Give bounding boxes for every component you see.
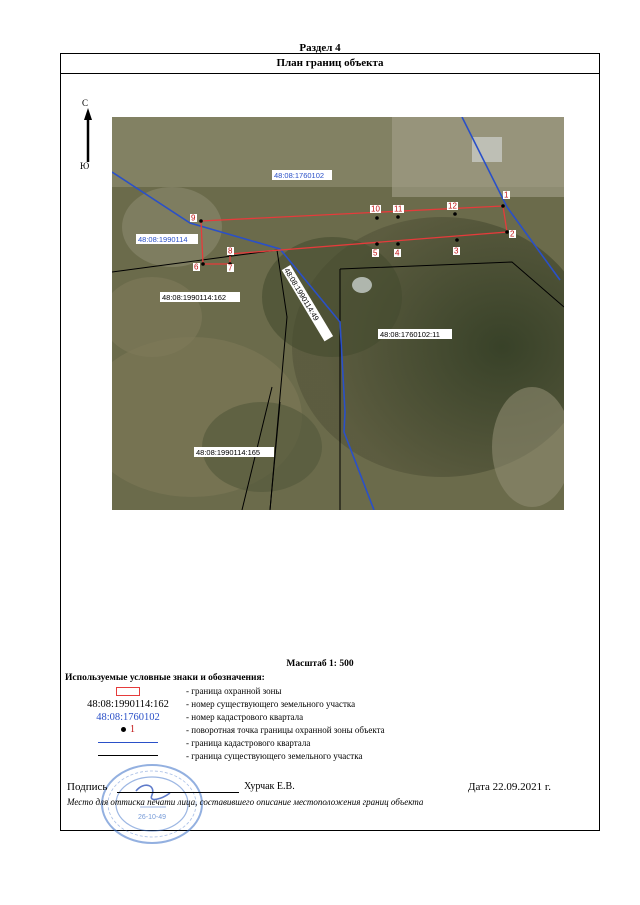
- point-label-2: 2: [510, 229, 515, 239]
- compass-north-label: С: [82, 98, 89, 108]
- point-label-6: 6: [194, 262, 199, 272]
- signature-line: [117, 792, 239, 793]
- legend-title: Используемые условные знаки и обозначения:: [65, 673, 265, 683]
- stamp-date: 26-10-49: [138, 814, 167, 821]
- legend-desc: - граница кадастрового квартала: [186, 738, 311, 748]
- parcel-label-49: 48:08:1990114:49: [282, 266, 321, 323]
- legend-symbol-quarter-boundary: [63, 737, 193, 750]
- signer-name: Хурчак Е.В.: [244, 781, 295, 792]
- turning-point: [375, 216, 379, 220]
- point-dot-icon: [121, 727, 126, 732]
- turning-point: [375, 242, 379, 246]
- point-label-7: 7: [228, 263, 233, 273]
- section-title: Раздел 4: [299, 42, 341, 54]
- legend-desc: - граница охранной зоны: [186, 686, 282, 696]
- legend-item-parcel-number: [63, 698, 483, 711]
- parcel-label-162: 48:08:1990114:162: [162, 293, 227, 302]
- point-label-8: 8: [228, 246, 233, 256]
- legend-symbol-turning-point: [63, 724, 193, 737]
- turning-point: [396, 215, 400, 219]
- quarter-label-left: 48:08:1990114: [138, 235, 188, 244]
- point-label-1: 1: [504, 190, 509, 200]
- compass-south-label: Ю: [80, 161, 90, 171]
- legend-desc: - поворотная точка границы охранной зоны объекта: [186, 725, 385, 735]
- point-label-9: 9: [191, 213, 196, 223]
- turning-point: [501, 204, 505, 208]
- legend-item-turning-point: [63, 724, 483, 737]
- point-label-12: 12: [448, 201, 457, 211]
- plan-map: [112, 117, 564, 510]
- point-label-11: 11: [394, 204, 403, 214]
- parcel-label-11: 48:08:1760102:11: [380, 330, 440, 339]
- turning-point: [505, 230, 509, 234]
- scale-label: Масштаб 1: 500: [286, 659, 354, 669]
- document-date: Дата 22.09.2021 г.: [468, 781, 551, 793]
- legend-symbol-zone: [63, 685, 193, 698]
- stamp-note: Место для оттиска печати лица, составившего описание местоположения границ объекта: [67, 797, 424, 807]
- point-label-10: 10: [371, 204, 380, 214]
- turning-point: [455, 238, 459, 242]
- legend-symbol-parcel-number: 48:08:1990114:162: [87, 699, 169, 710]
- legend-desc: - номер существующего земельного участка: [186, 699, 356, 709]
- legend-point-number: 1: [130, 724, 135, 735]
- parcel-label-165: 48:08:1990114:165: [196, 448, 261, 457]
- point-label-4: 4: [395, 248, 400, 258]
- legend-symbol-parcel-boundary: [63, 750, 193, 763]
- turning-point: [453, 212, 457, 216]
- quarter-label-top: 48:08:1760102: [274, 171, 325, 180]
- north-arrow-icon: [74, 108, 102, 168]
- map-view: [112, 117, 564, 510]
- legend-item-parcel-boundary: [63, 750, 483, 763]
- compass: [74, 98, 102, 178]
- turning-point: [201, 262, 205, 266]
- legend-item-quarter-boundary: [63, 737, 483, 750]
- turning-point: [396, 242, 400, 246]
- plan-title: План границ объекта: [61, 54, 599, 74]
- legend-desc: - номер кадастрового квартала: [186, 712, 304, 722]
- legend-symbol-quarter-number: 48:08:1760102: [96, 712, 160, 723]
- point-label-5: 5: [373, 248, 378, 258]
- legend-item-zone: [63, 685, 483, 698]
- turning-point: [199, 219, 203, 223]
- signature-label: Подпись: [67, 781, 108, 793]
- legend-desc: - граница существующего земельного участка: [186, 751, 363, 761]
- point-label-3: 3: [454, 246, 459, 256]
- legend-item-quarter-number: [63, 711, 483, 724]
